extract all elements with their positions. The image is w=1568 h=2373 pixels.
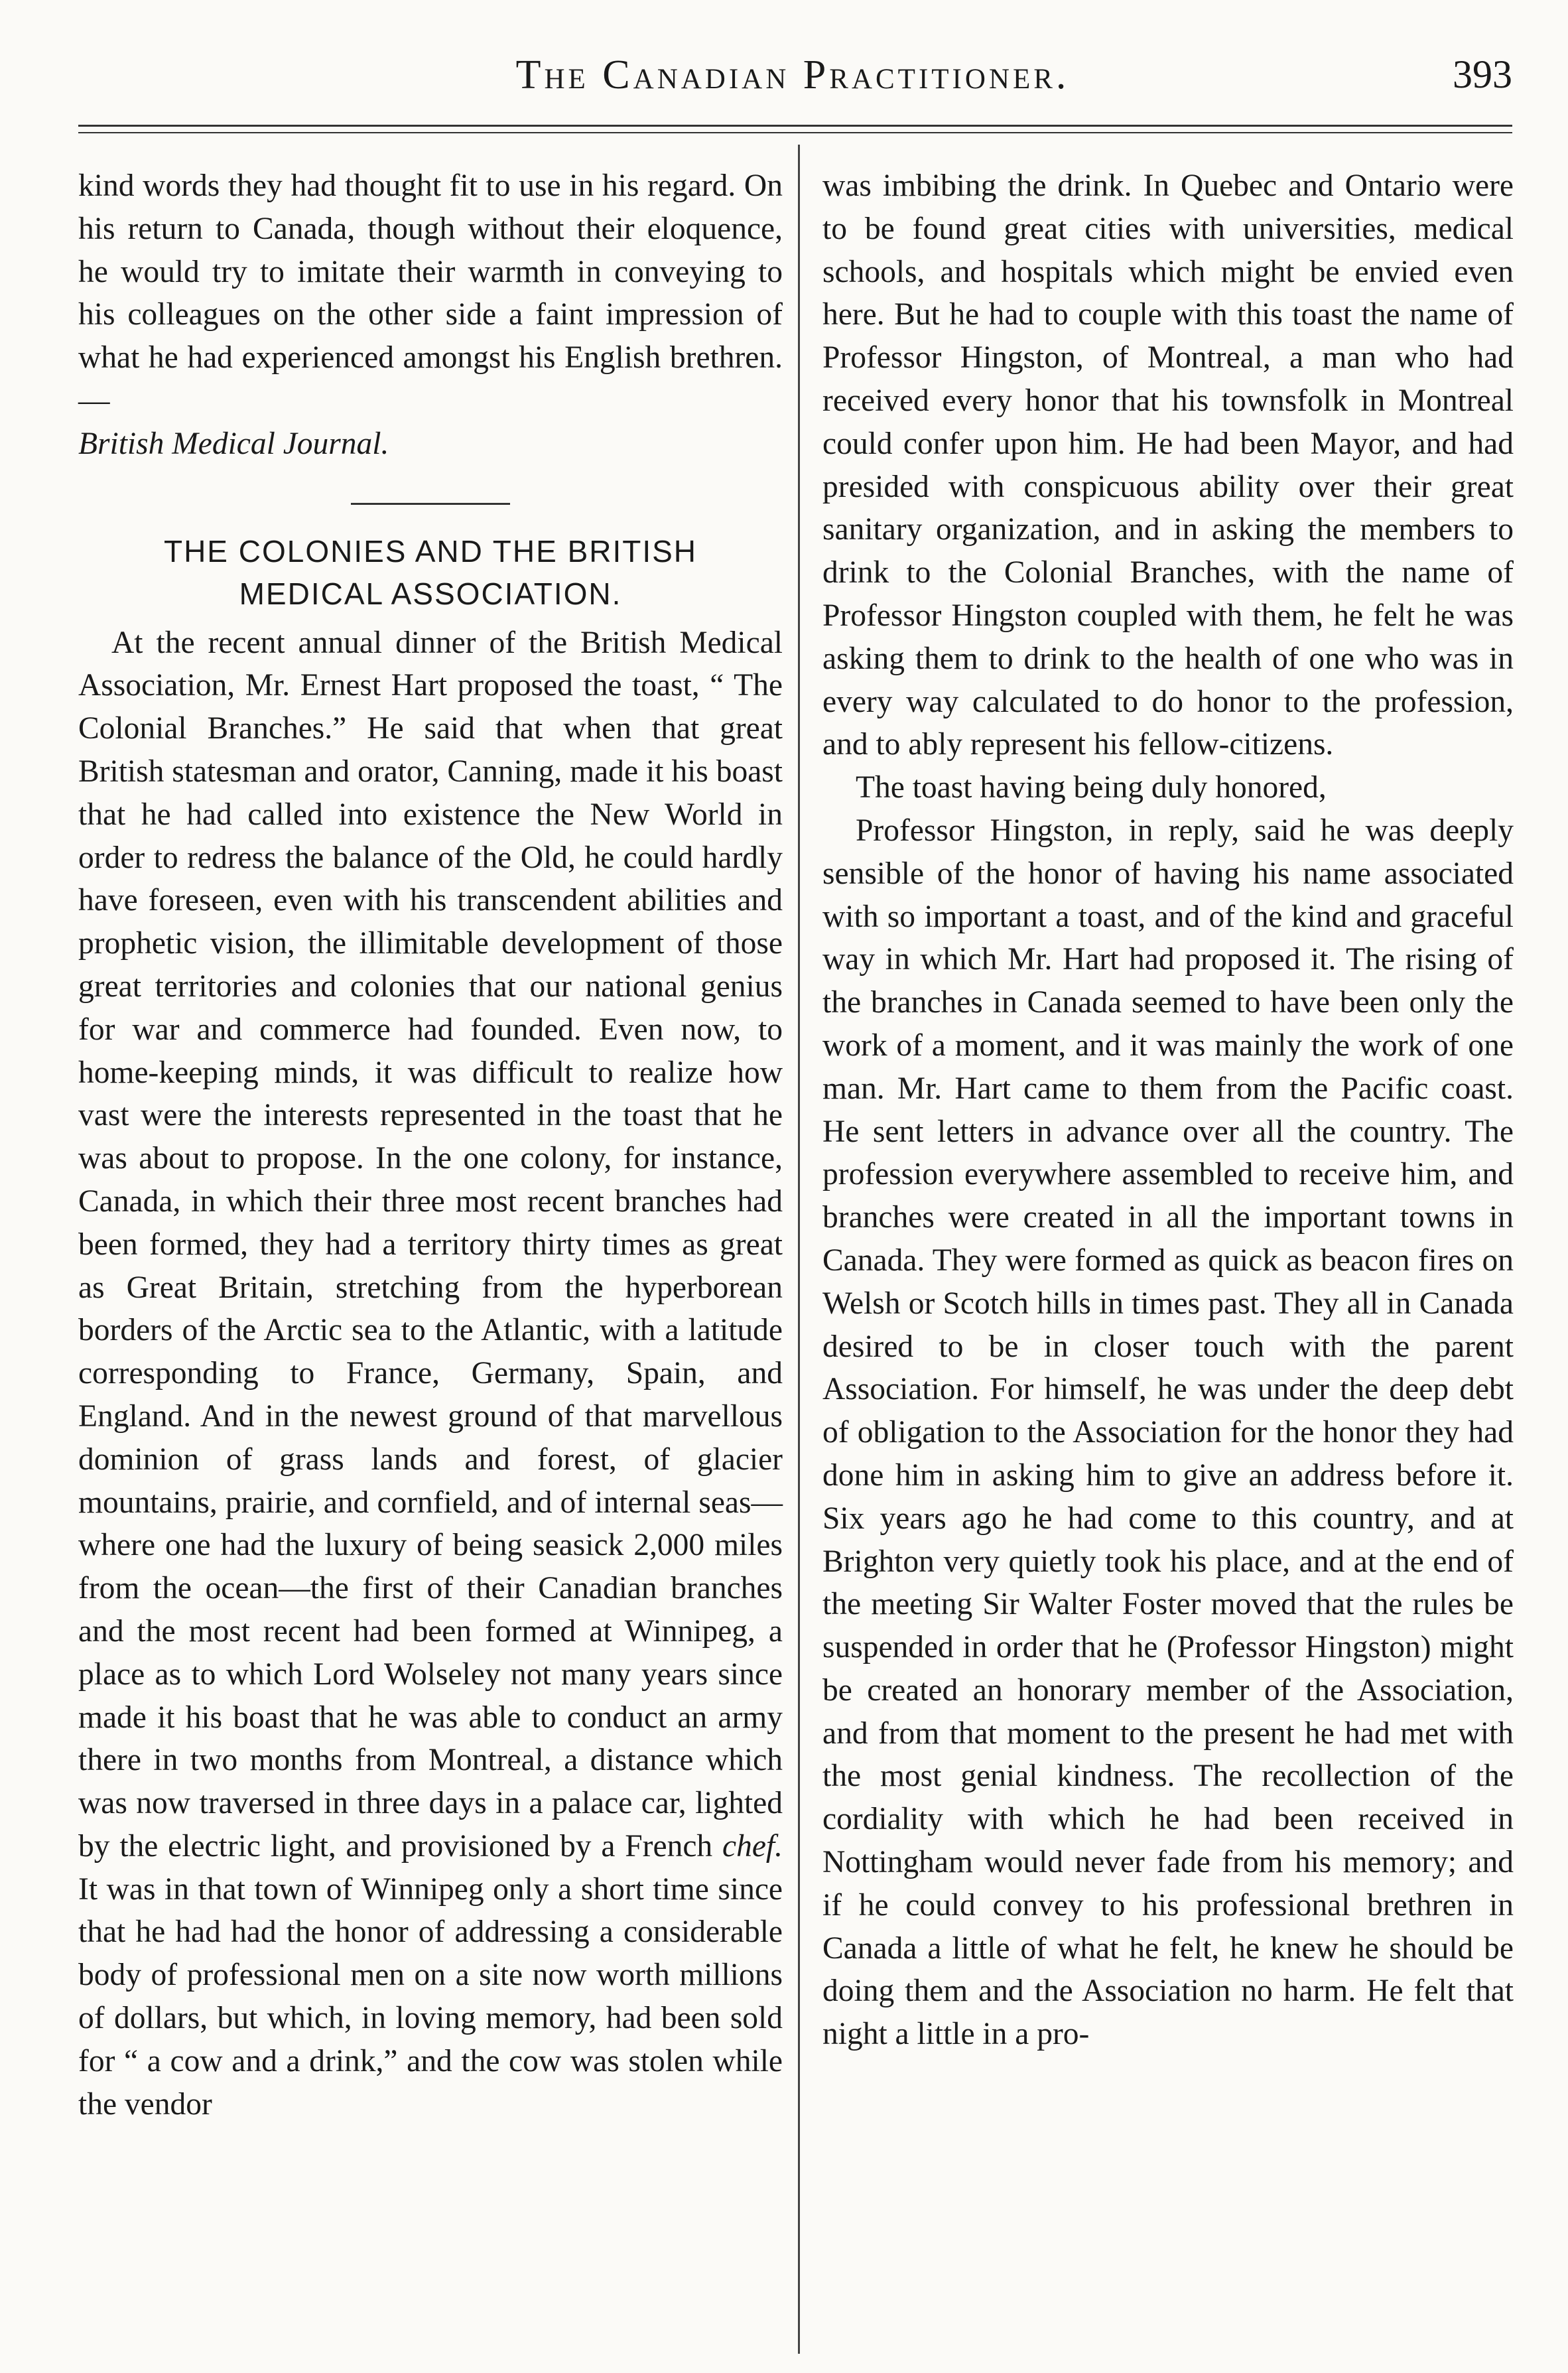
header-rule-secondary (78, 132, 1512, 133)
column-divider (798, 145, 800, 2354)
page-number: 393 (1453, 52, 1512, 96)
paragraph: was imbibing the drink. In Quebec and Ontario were to be found great cities with universities, medical schools, and hospitals which might be envied even here. But he had to couple with this toast the name of Professor Hingston, of Montreal, a man who had received every honor that his townsfolk in Montreal could confer upon him. He had been Mayor, and had presided with conspicuous ability over their great sanitary organization, and in asking the members to drink to the Colonial Branches, with the name of Professor Hingston coupled with them, he felt he was asking them to drink to the health of one who was in every way calculated to do honor to the profession, and to ably represent his fellow-citizens. (822, 169, 1514, 762)
right-column (822, 165, 1514, 2056)
paragraph-text: kind words they had thought fit to use in his regard. On his return to Canada, though without their eloquence, he would try to imitate their warmth in conveying to his colleagues on the other side a faint impression of what he had experienced amongst his English brethren.— (78, 169, 783, 418)
paragraph (78, 165, 783, 466)
left-column (78, 165, 783, 2126)
header-rule (78, 125, 1512, 127)
heading-line: THE COLONIES AND THE BRITISH (163, 533, 698, 569)
section-divider (351, 503, 510, 505)
running-title: The Canadian Practitioner. (515, 52, 1070, 98)
heading-line: MEDICAL ASSOCIATION. (239, 576, 622, 611)
source-citation: British Medical Journal. (78, 426, 389, 461)
article-heading (78, 530, 783, 615)
italic-word: chef. (722, 1828, 783, 1864)
paragraph-text: It was in that town of Winnipeg only a short time since that he had had the honor of addressing a considerable body of professional men on a site now worth millions of dollars, but which, in loving memory, had been sold for “ a cow and a drink,” and the cow was stolen while the vendor (78, 1871, 783, 2122)
page-header (73, 52, 1512, 118)
paragraph-text: At the recent annual dinner of the British Medical Association, Mr. Ernest Hart proposed the toast, “ The Colonial Branches.” He said that when that great British statesman and orator, Canning, made it his boast that he had called into existence the New World in order to redress the balance of the Old, he could hardly have foreseen, even with his transcendent abilities and prophetic vision, the illimitable development of those great territories and colonies that our national genius for war and commerce had founded. Even now, to home-keeping minds, it was difficult to realize how vast were the interests represented in the toast that he was about to propose. In the one colony, for instance, Canada, in which their three most recent branches had been formed, they had a territory thirty times as great as Great Britain, stretching from the hyperborean borders of the Arctic sea to the Atlantic, with a latitude corresponding to France, Germany, Spain, and England. And in the newest ground of that marvellous dominion of grass lands and forest, of glacier mountains, prairie, and cornfield, and of internal seas—where one had the luxury of being seasick 2,000 miles from the ocean—the first of their Canadian branches and the most recent had been formed at Winnipeg, a place as to which Lord Wolseley not many years since made it his boast that he was able to conduct an army there in two months from Montreal, a distance which was now traversed in three days in a palace car, lighted by the electric light, and provisioned by a French (78, 625, 783, 1864)
paragraph (78, 622, 783, 2126)
paragraph: The toast having being duly honored, (856, 770, 1327, 805)
paragraph: Professor Hingston, in reply, said he was deeply sensible of the honor of having his name associated with so important a toast, and of the kind and graceful way in which Mr. Hart had proposed it. The rising of the branches in Canada seemed to have been only the work of a moment, and it was mainly the work of one man. Mr. Hart came to them from the Pacific coast. He sent letters in advance over all the country. The profession everywhere assembled to receive him, and branches were created in all the important towns in Canada. They were formed as quick as beacon fires on Welsh or Scotch hills in times past. They all in Canada desired to be in closer touch with the parent Association. For himself, he was under the deep debt of obligation to the Association for the honor they had done him in asking him to give an address before it. Six years ago he had come to this country, and at Brighton very quietly took his place, and at the end of the meeting Sir Walter Foster moved that the rules be suspended in order that he (Professor Hingston) might be created an honorary member of the Association, and from that moment to the present he had met with the most genial kindness. The recollection of the cordiality with which he had been received in Nottingham would never fade from his memory; and if he could convey to his professional brethren in Canada a little of what he felt, he knew he should be doing them and the Association no harm. He felt that night a little in a pro- (822, 813, 1514, 2052)
